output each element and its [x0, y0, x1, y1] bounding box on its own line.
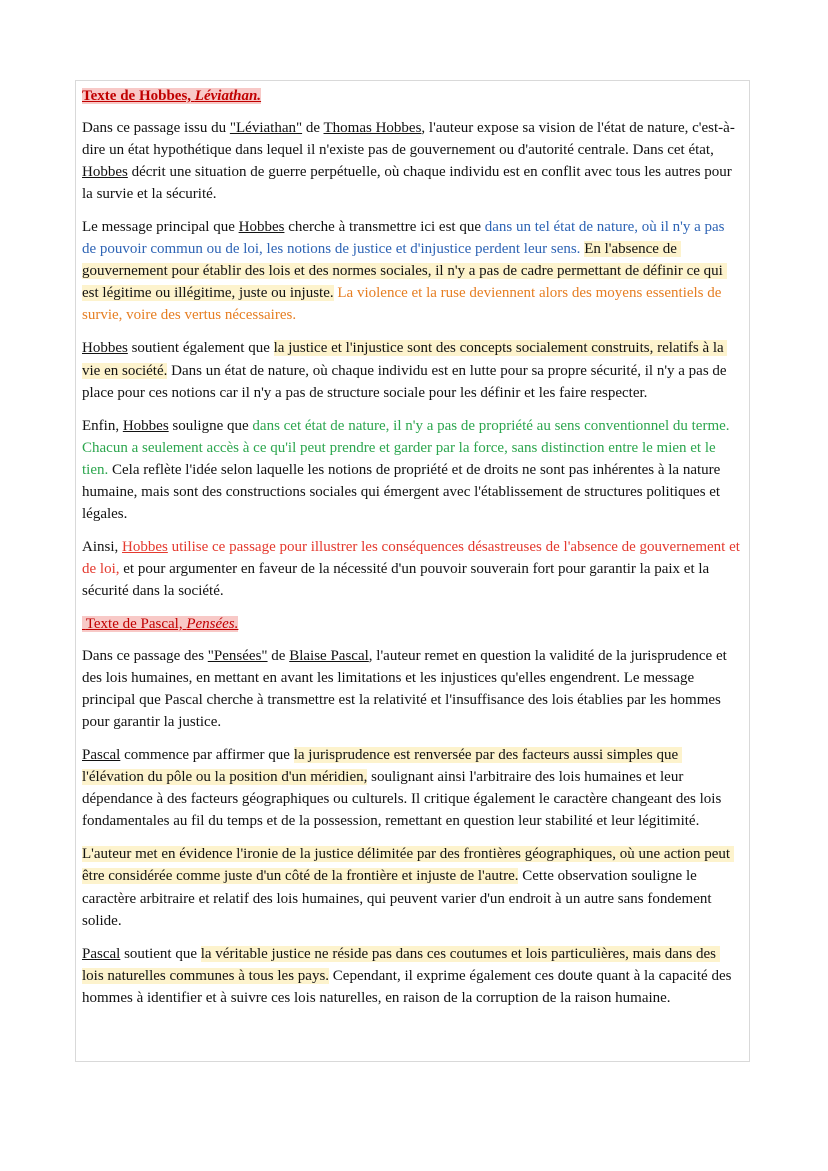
- text-run: Pascal: [82, 747, 121, 764]
- text-run: Ainsi,: [82, 538, 123, 555]
- text-run: Hobbes: [238, 219, 285, 236]
- heading-hobbes: [82, 85, 741, 107]
- text-run: de: [267, 648, 290, 665]
- text-run: Hobbes: [82, 164, 128, 181]
- text-run: Enfin,: [82, 417, 123, 434]
- text-run: Thomas Hobbes: [323, 120, 422, 137]
- text-run: Texte de Hobbes,: [82, 88, 195, 104]
- text-run: décrit une situation de guerre perpétuelle, où chaque individu est en conflit avec tous les autres pour la survie et la sécurité.: [82, 164, 736, 203]
- text-run: cherche à transmettre ici est que: [284, 219, 485, 236]
- text-run: soutient également que: [127, 340, 274, 357]
- text-run: , l'auteur remet en question la validité de la jurisprudence et des lois humaines, en mettant en avant les limitations et les injustices qu'elles engendrent. Le message principal que Pascal cherche à transmettre est la relativité et l'insuffisance des lois établies par les hommes pour garantir la justice.: [82, 648, 731, 731]
- text-run: "Pensées": [207, 648, 268, 665]
- paragraph-pascal-intro: [82, 645, 741, 733]
- text-run: Cependant, il exprime également ces: [329, 967, 558, 984]
- text-run: doute: [557, 966, 593, 983]
- text-run: commence par affirmer que: [120, 747, 294, 764]
- text-run: soutient que: [120, 945, 201, 962]
- text-run: Hobbes: [122, 417, 169, 434]
- paragraph-hobbes-justice: [82, 337, 741, 403]
- paragraph-pascal-justice-naturelle: [82, 943, 741, 1009]
- text-run: Cette observation souligne le caractère arbitraire et relatif des lois humaines, qui peuvent varier d'un endroit à un autre sans fondement solide.: [82, 868, 716, 929]
- paragraph-pascal-jurisprudence: [82, 744, 741, 832]
- paragraph-pascal-frontieres: [82, 843, 741, 931]
- paragraph-hobbes-conclusion: [82, 536, 744, 602]
- text-run: Le message principal que: [82, 219, 239, 236]
- document-page: [75, 80, 750, 1062]
- text-run: Cela reflète l'idée selon laquelle les notions de propriété et de droits ne sont pas inhérentes à la nature humaine, mais sont des constructions sociales qui émergent avec l'établissement de structures politiques et légales.: [82, 461, 725, 522]
- heading-pascal: [82, 613, 741, 635]
- text-run: dans cet état de nature, il n'y a pas de propriété au sens conventionnel du terme. Chacun a seulement accès à ce qu'il peut prendre et garder par la force, sans distinction entre le mien et le tien.: [82, 417, 734, 478]
- text-run: et pour argumenter en faveur de la nécessité d'un pouvoir souverain fort pour garantir la paix et la sécurité dans la société.: [82, 560, 713, 599]
- text-run: quant à la capacité des hommes à identifier et à suivre ces lois naturelles, en raison de la corruption de la raison humaine.: [82, 967, 736, 1006]
- text-run: Dans ce passage des: [82, 648, 208, 665]
- text-run: Dans ce passage issu du: [82, 120, 230, 137]
- text-run: utilise ce passage pour illustrer les conséquences désastreuses de l'absence de gouvernement et de loi,: [82, 538, 744, 577]
- text-run: Texte de Pascal,: [82, 615, 187, 632]
- text-run: La violence et la ruse deviennent alors des moyens essentiels de survie, voire des vertus nécessaires.: [82, 285, 726, 324]
- text-run: L'auteur met en évidence l'ironie de la justice délimitée par des frontières géographiques, où une action peut être considérée comme juste d'un côté de la frontière et injuste de l'autre.: [82, 846, 734, 885]
- text-run: Pensées.: [186, 615, 239, 632]
- text-run: la jurisprudence est renversée par des facteurs aussi simples que l'élévation du pôle ou la position d'un méridien,: [82, 747, 682, 786]
- text-run: dans un tel état de nature, où il n'y a pas de pouvoir commun ou de loi, les notions de justice et d'injustice perdent leur sens.: [82, 219, 729, 258]
- text-run: Dans un état de nature, où chaque individu est en lutte pour sa propre sécurité, il n'y a pas de place pour ces notions car il n'y a pas de structure sociale pour les définir et les faire respecter.: [82, 362, 731, 401]
- text-run: Léviathan.: [194, 88, 262, 104]
- text-run: soulignant ainsi l'arbitraire des lois humaines et leur dépendance à des facteurs géographiques ou culturels. Il critique également le caractère changeant des lois fondamentales au fil du temps et de la possession, remettant en question leur stabilité et leur légitimité.: [82, 769, 726, 830]
- text-run: la justice et l'injustice sont des concepts socialement construits, relatifs à la vie en société.: [82, 340, 728, 379]
- text-run: En l'absence de gouvernement pour établir des lois et des normes sociales, il n'y a pas de cadre permettant de définir ce qui est légitime ou illégitime, juste ou injuste.: [82, 241, 727, 302]
- text-run: souligne que: [168, 417, 253, 434]
- paragraph-hobbes-property: [82, 415, 741, 525]
- text-run: Hobbes: [82, 340, 128, 357]
- text-run: Hobbes: [122, 538, 168, 555]
- paragraph-hobbes-intro: [82, 117, 741, 205]
- document-content: [82, 85, 744, 1009]
- text-run: , l'auteur expose sa vision de l'état de nature, c'est-à-dire un état hypothétique dans lequel il n'existe pas de gouvernement ou d'autorité centrale. Dans cet état,: [82, 120, 735, 159]
- text-run: Blaise Pascal: [289, 648, 369, 665]
- text-run: de: [302, 120, 324, 137]
- text-run: "Léviathan": [229, 120, 303, 137]
- text-run: Pascal: [82, 945, 121, 962]
- text-run: la véritable justice ne réside pas dans ces coutumes et lois particulières, mais dans des lois naturelles communes à tous les pays.: [82, 945, 720, 984]
- paragraph-hobbes-message: [82, 216, 741, 326]
